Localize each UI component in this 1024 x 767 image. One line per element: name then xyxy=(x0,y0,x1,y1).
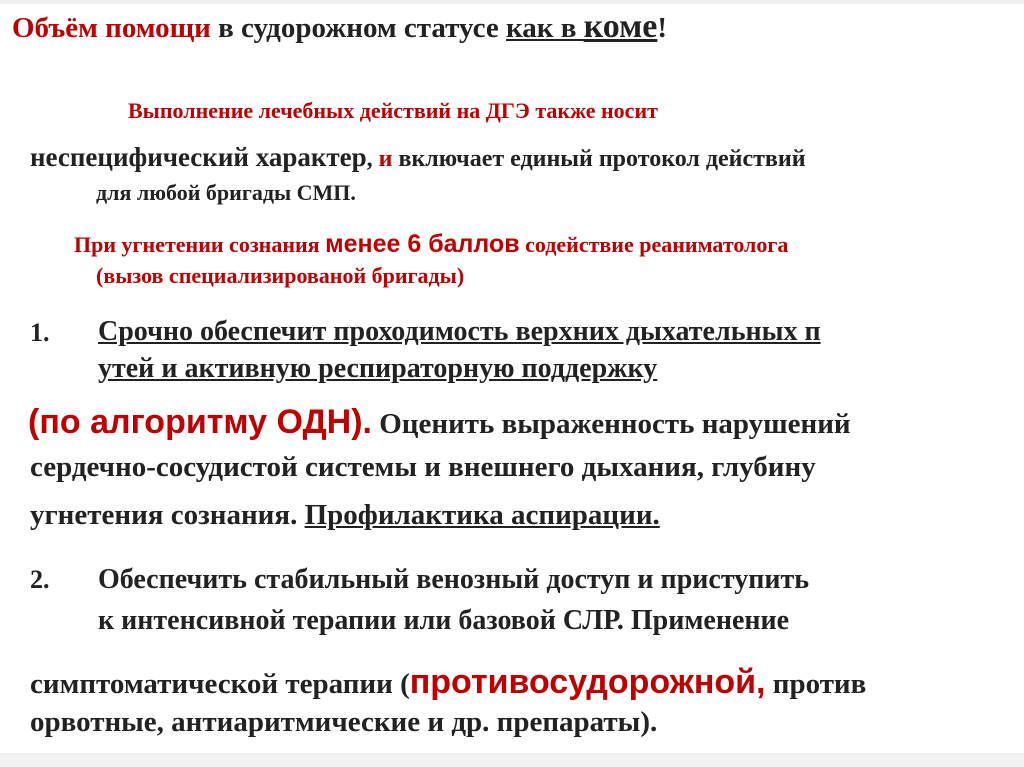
slide-bottom-border xyxy=(0,753,1024,767)
intro-emphasis: неспецифический характер xyxy=(30,142,367,172)
intro-and: и xyxy=(372,146,393,172)
resus-line-2: (вызов специализированой бригады) xyxy=(96,263,465,288)
slide-title xyxy=(12,8,667,46)
item-1-number: 1. xyxy=(30,318,50,347)
item-2-number: 2. xyxy=(30,565,50,594)
item-2-line-4: орвотные, антиаритмические и др. препараты). xyxy=(30,706,658,738)
item-2-line-3-part-3: против xyxy=(765,668,867,700)
title-part-5: ! xyxy=(657,12,668,44)
resus-part-3: содействие реаниматолога xyxy=(519,232,789,257)
title-part-4: коме xyxy=(583,8,658,45)
resus-line-1 xyxy=(74,230,788,259)
item-2-line-3 xyxy=(30,663,866,702)
resus-part-2: менее 6 баллов xyxy=(325,230,520,258)
item-2-line-1: Обеспечить стабильный венозный доступ и приступить xyxy=(98,564,810,595)
algo-line-1 xyxy=(28,403,851,442)
slide-top-border xyxy=(0,0,1024,4)
resus-part-1: При угнетении сознания xyxy=(74,232,326,257)
algo-line-2: сердечно-сосудистой системы и внешнего дыхания, глубину xyxy=(30,451,816,483)
algo-text: Оценить выраженность нарушений xyxy=(371,408,851,440)
algo-line-3-part-1: угнетения сознания. xyxy=(30,499,305,531)
intro-rest: включает единый протокол действий xyxy=(392,146,806,172)
item-1-line-2: утей и активную респираторную поддержку xyxy=(98,353,658,384)
item-1-line-1: Срочно обеспечит проходимость верхних дыхательных п xyxy=(98,316,821,347)
intro-line-1: Выполнение лечебных действий на ДГЭ также носит xyxy=(128,98,658,123)
intro-line-3: для любой бригады СМП. xyxy=(96,180,356,205)
title-part-1: Объём помощи xyxy=(12,12,211,44)
item-2-line-2: к интенсивной терапии или базовой СЛР. Применение xyxy=(98,605,790,636)
intro-comma: , xyxy=(366,146,373,172)
aspiration-prophylaxis: Профилактика аспирации. xyxy=(304,499,660,531)
title-part-2: в судорожном статусе xyxy=(210,12,506,44)
item-2-line-3-part-1: симптоматической терапии ( xyxy=(30,668,410,700)
intro-line-2 xyxy=(30,142,806,173)
algo-line-3 xyxy=(30,499,660,532)
title-part-3: как в xyxy=(505,12,584,44)
algo-reference: (по алгоритму ОДН). xyxy=(28,403,372,441)
anticonvulsant-emphasis: противосудорожной, xyxy=(409,663,766,701)
